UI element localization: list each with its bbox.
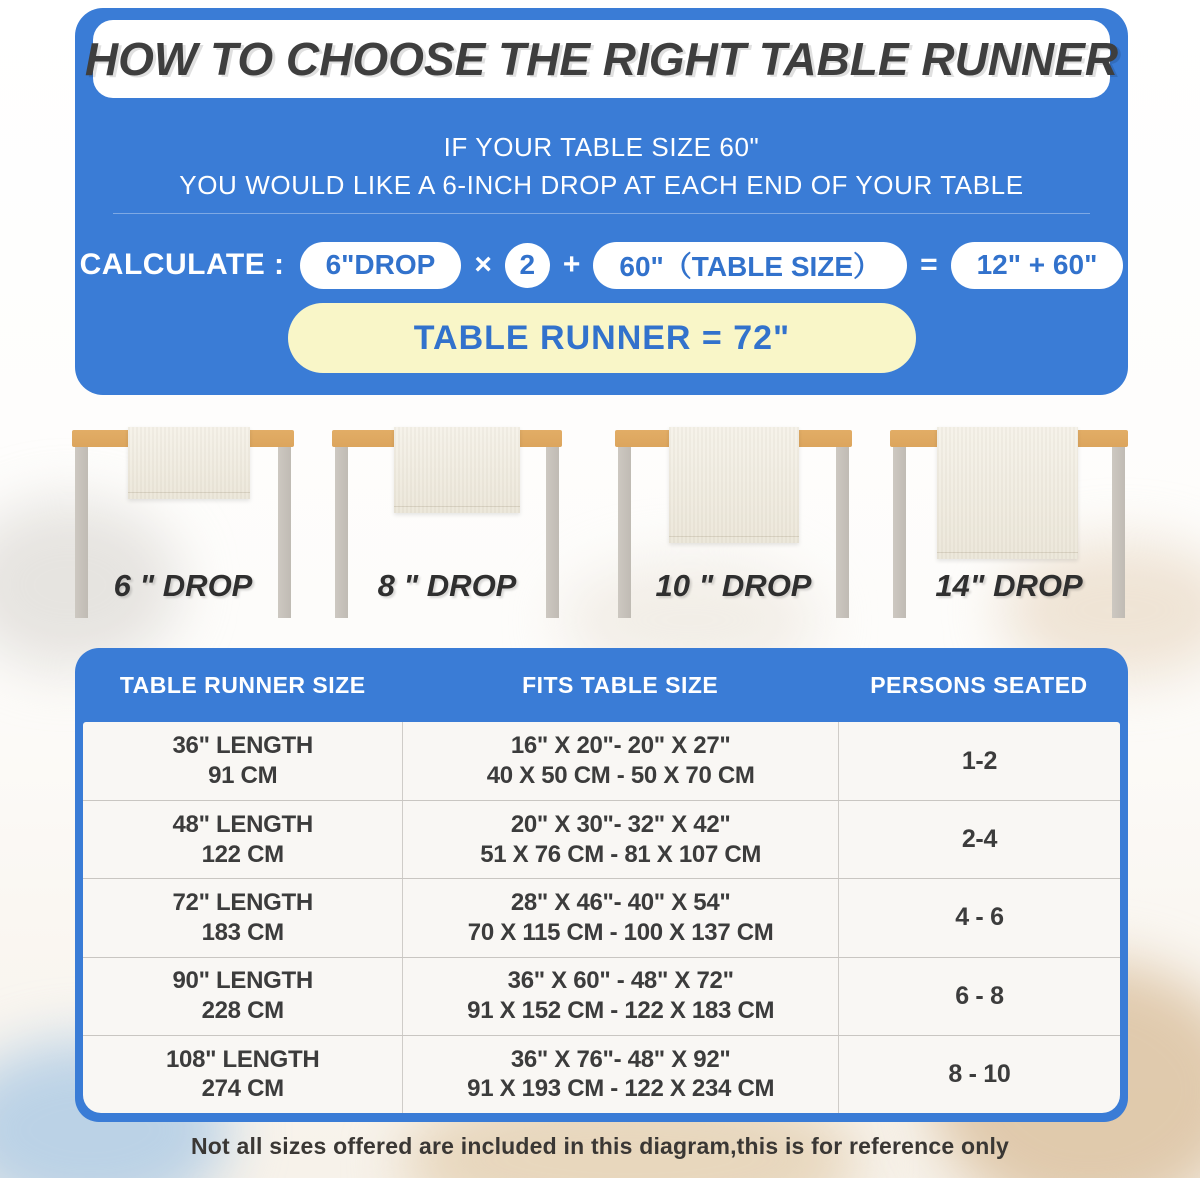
table-runner-illustration (128, 427, 250, 499)
cell-runner-size: 108" LENGTH 274 CM (165, 1045, 320, 1103)
cell-fits-table-size: 20" X 30"- 32" X 42" 51 X 76 CM - 81 X 107 CM (402, 801, 838, 878)
hero-subline-2: YOU WOULD LIKE A 6-INCH DROP AT EACH END OF YOUR TABLE (179, 170, 1024, 200)
table-runner-illustration (937, 427, 1078, 559)
size-chart-header (83, 648, 1120, 722)
cell-fits-table-size: 36" X 60" - 48" X 72" 91 X 152 CM - 122 X 183 CM (402, 958, 838, 1035)
table-size-pill: 60"（TABLE SIZE） (593, 242, 907, 289)
runner-result-pill: TABLE RUNNER = 72" (288, 303, 916, 373)
header-cell-fits-table-size: FITS TABLE SIZE (522, 671, 719, 698)
page-title: HOW TO CHOOSE THE RIGHT TABLE RUNNER (84, 33, 1119, 85)
calculation-row (75, 241, 1128, 289)
header-cell-runner-size: TABLE RUNNER SIZE (119, 671, 366, 698)
hero-subline-1: IF YOUR TABLE SIZE 60" (443, 132, 760, 162)
size-chart (75, 648, 1128, 1122)
cell-runner-size: 90" LENGTH 228 CM (172, 967, 313, 1025)
multiply-sign: × (474, 248, 492, 281)
figure-label: 6 " DROP (113, 568, 253, 603)
table-row (83, 957, 1120, 1035)
cell-persons-seated: 1-2 (838, 722, 1120, 800)
hero-panel (75, 8, 1128, 395)
cell-persons-seated: 6 - 8 (838, 958, 1120, 1035)
cell-runner-size: 48" LENGTH 122 CM (172, 811, 313, 868)
cell-fits-table-size: 36" X 76"- 48" X 92" 91 X 193 CM - 122 X 234 CM (402, 1036, 838, 1113)
title-box (84, 20, 1119, 98)
figure-8-inch-drop (332, 430, 562, 625)
cell-runner-size: 36" LENGTH 91 CM (172, 732, 313, 790)
equals-sign: = (920, 248, 938, 281)
figure-14-inch-drop (890, 430, 1128, 625)
figure-label: 10 " DROP (655, 568, 812, 603)
table-row (83, 878, 1120, 956)
figure-label: 14" DROP (935, 568, 1083, 603)
table-runner-illustration (394, 427, 520, 513)
size-chart-body (83, 722, 1120, 1113)
table-row (83, 722, 1120, 800)
cell-fits-table-size: 28" X 46"- 40" X 54" 70 X 115 CM - 100 X 137 CM (402, 879, 838, 956)
drop-value-pill: 6"DROP (300, 242, 462, 289)
table-runner-illustration (669, 427, 799, 543)
header-cell-persons-seated: PERSONS SEATED (870, 671, 1088, 698)
calculate-label: CALCULATE : (79, 248, 285, 281)
reference-note: Not all sizes offered are included in this diagram,this is for reference only (190, 1133, 1010, 1159)
sum-pill: 12" + 60" (951, 242, 1124, 289)
figure-6-inch-drop (72, 430, 294, 625)
cell-persons-seated: 2-4 (838, 801, 1120, 878)
plus-sign: + (562, 248, 581, 281)
multiplier-badge: 2 (505, 243, 550, 288)
figure-10-inch-drop (615, 430, 852, 625)
figure-label: 8 " DROP (377, 568, 517, 603)
hero-divider (113, 213, 1090, 214)
cell-fits-table-size: 16" X 20"- 20" X 27" 40 X 50 CM - 50 X 70 CM (402, 722, 838, 800)
table-row (83, 800, 1120, 878)
cell-persons-seated: 8 - 10 (838, 1036, 1120, 1113)
table-row (83, 1035, 1120, 1113)
cell-persons-seated: 4 - 6 (838, 879, 1120, 956)
cell-runner-size: 72" LENGTH 183 CM (172, 889, 313, 946)
